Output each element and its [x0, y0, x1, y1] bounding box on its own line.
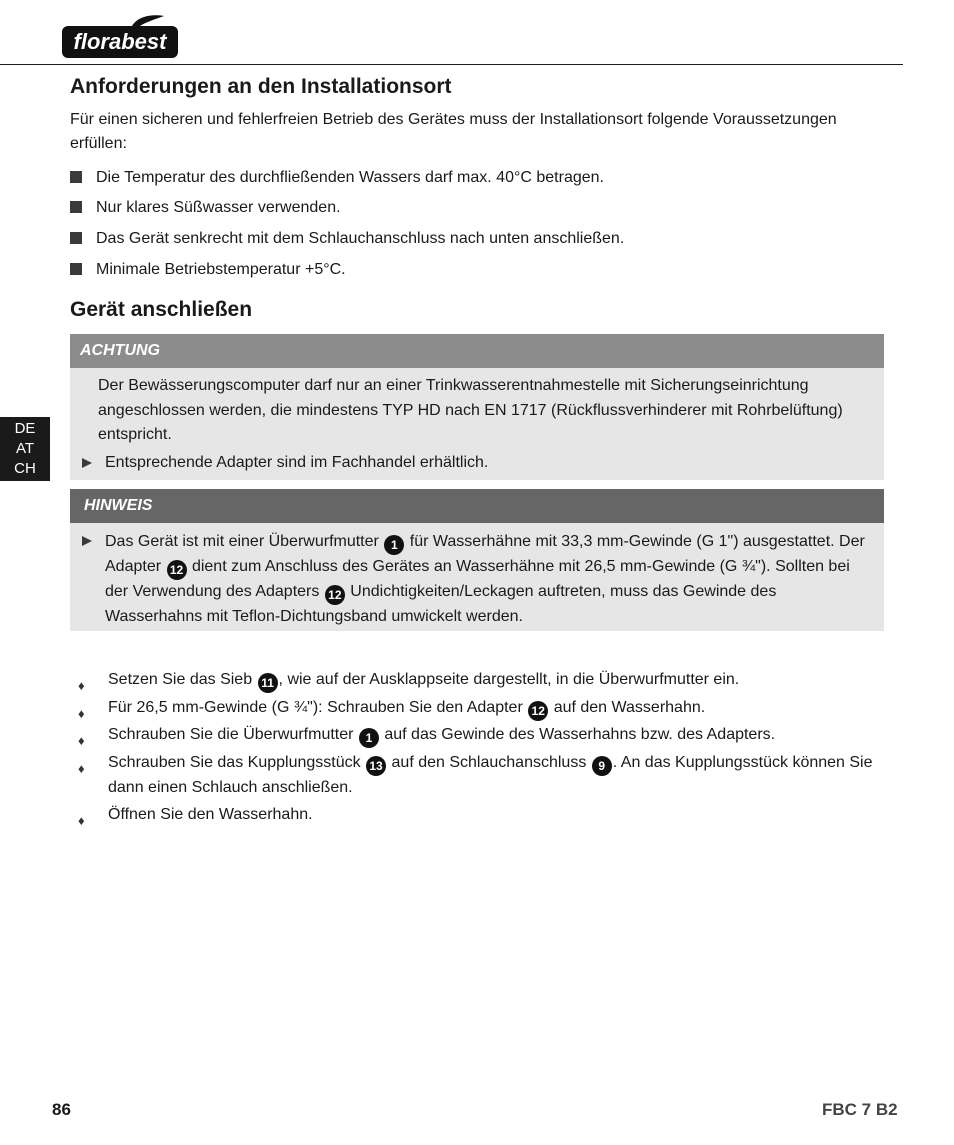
diamond-bullet-icon: ♦ [78, 706, 85, 721]
achtung-note: Entsprechende Adapter sind im Fachhandel erhältlich. [105, 454, 489, 471]
language-tab: DE AT CH [0, 417, 50, 481]
achtung-text: Der Bewässerungscomputer darf nur an einer Trinkwasserentnahmestelle mit Sicherungseinrichtung angeschlossen werden, die mindestens TYP HD nach EN 1717 (Rückflussverhinderer mit Rohrbelüftung) entspricht. [98, 377, 843, 443]
ref-number: 1 [359, 728, 379, 748]
installation-intro: Für einen sicheren und fehlerfreien Betrieb des Gerätes muss der Installationsort folgende Voraussetzungen erfüllen: [70, 111, 837, 152]
arrow-right-icon [82, 536, 92, 546]
list-item: Minimale Betriebstemperatur +5°C. [70, 260, 346, 280]
step-item: ♦ Schrauben Sie das Kupplungsstück 13 auf den Schlauchanschluss 9 . An das Kupplungsstück können Sie dann einen Schlauch anschließen. [78, 754, 873, 796]
hinweis-text: Das Gerät ist mit einer Überwurfmutter 1 für Wasserhähne mit 33,3 mm-Gewinde (G 1") ausgestattet. Der Adapter 12 dient zum Anschluss des Gerätes an Wasserhähne mit 26,5 mm-Gewinde (G ¾"). Sollten bei der Verwendung des Adapters 12 Undichtigkeiten/Leckagen auftreten, muss das Gewinde des Wasserhahns mit Teflon-Dichtungsband umwickelt werden. [105, 533, 865, 625]
model-number: FBC 7 B2 [822, 1100, 898, 1119]
ref-number: 12 [325, 585, 345, 605]
ref-number: 12 [167, 560, 187, 580]
section-title-connect: Gerät anschließen [70, 298, 253, 321]
list-item: Das Gerät senkrecht mit dem Schlauchanschluss nach unten anschließen. [70, 229, 624, 249]
diamond-bullet-icon: ♦ [78, 813, 85, 828]
square-bullet-icon [70, 171, 82, 183]
achtung-box [70, 334, 884, 480]
list-item: Nur klares Süßwasser verwenden. [70, 198, 341, 218]
square-bullet-icon [70, 263, 82, 275]
step-item: ♦ Öffnen Sie den Wasserhahn. [78, 803, 878, 827]
ref-number: 12 [528, 701, 548, 721]
step-item: ♦ Für 26,5 mm-Gewinde (G ¾"): Schrauben Sie den Adapter 12 auf den Wasserhahn. [78, 696, 878, 721]
section-title-installation: Anforderungen an den Installationsort [70, 75, 452, 98]
page-number: 86 [52, 1100, 71, 1119]
step-item: ♦ Setzen Sie das Sieb 11 , wie auf der Ausklappseite dargestellt, in die Überwurfmutter ein. [78, 668, 878, 693]
hinweis-label: HINWEIS [70, 489, 884, 523]
arrow-right-icon [82, 458, 92, 468]
ref-number: 13 [366, 756, 386, 776]
diamond-bullet-icon: ♦ [78, 733, 85, 748]
ref-number: 11 [258, 673, 278, 693]
ref-number: 1 [384, 535, 404, 555]
list-item: Die Temperatur des durchfließenden Wassers darf max. 40°C betragen. [70, 168, 604, 188]
hinweis-box [70, 489, 884, 631]
header-rule [0, 64, 903, 65]
svg-text:florabest: florabest [73, 29, 167, 54]
florabest-logo [60, 14, 180, 60]
diamond-bullet-icon: ♦ [78, 678, 85, 693]
square-bullet-icon [70, 232, 82, 244]
square-bullet-icon [70, 201, 82, 213]
ref-number: 9 [592, 756, 612, 776]
achtung-label: ACHTUNG [70, 334, 884, 368]
step-item: ♦ Schrauben Sie die Überwurfmutter 1 auf das Gewinde des Wasserhahns bzw. des Adapters. [78, 723, 878, 748]
diamond-bullet-icon: ♦ [78, 761, 85, 776]
